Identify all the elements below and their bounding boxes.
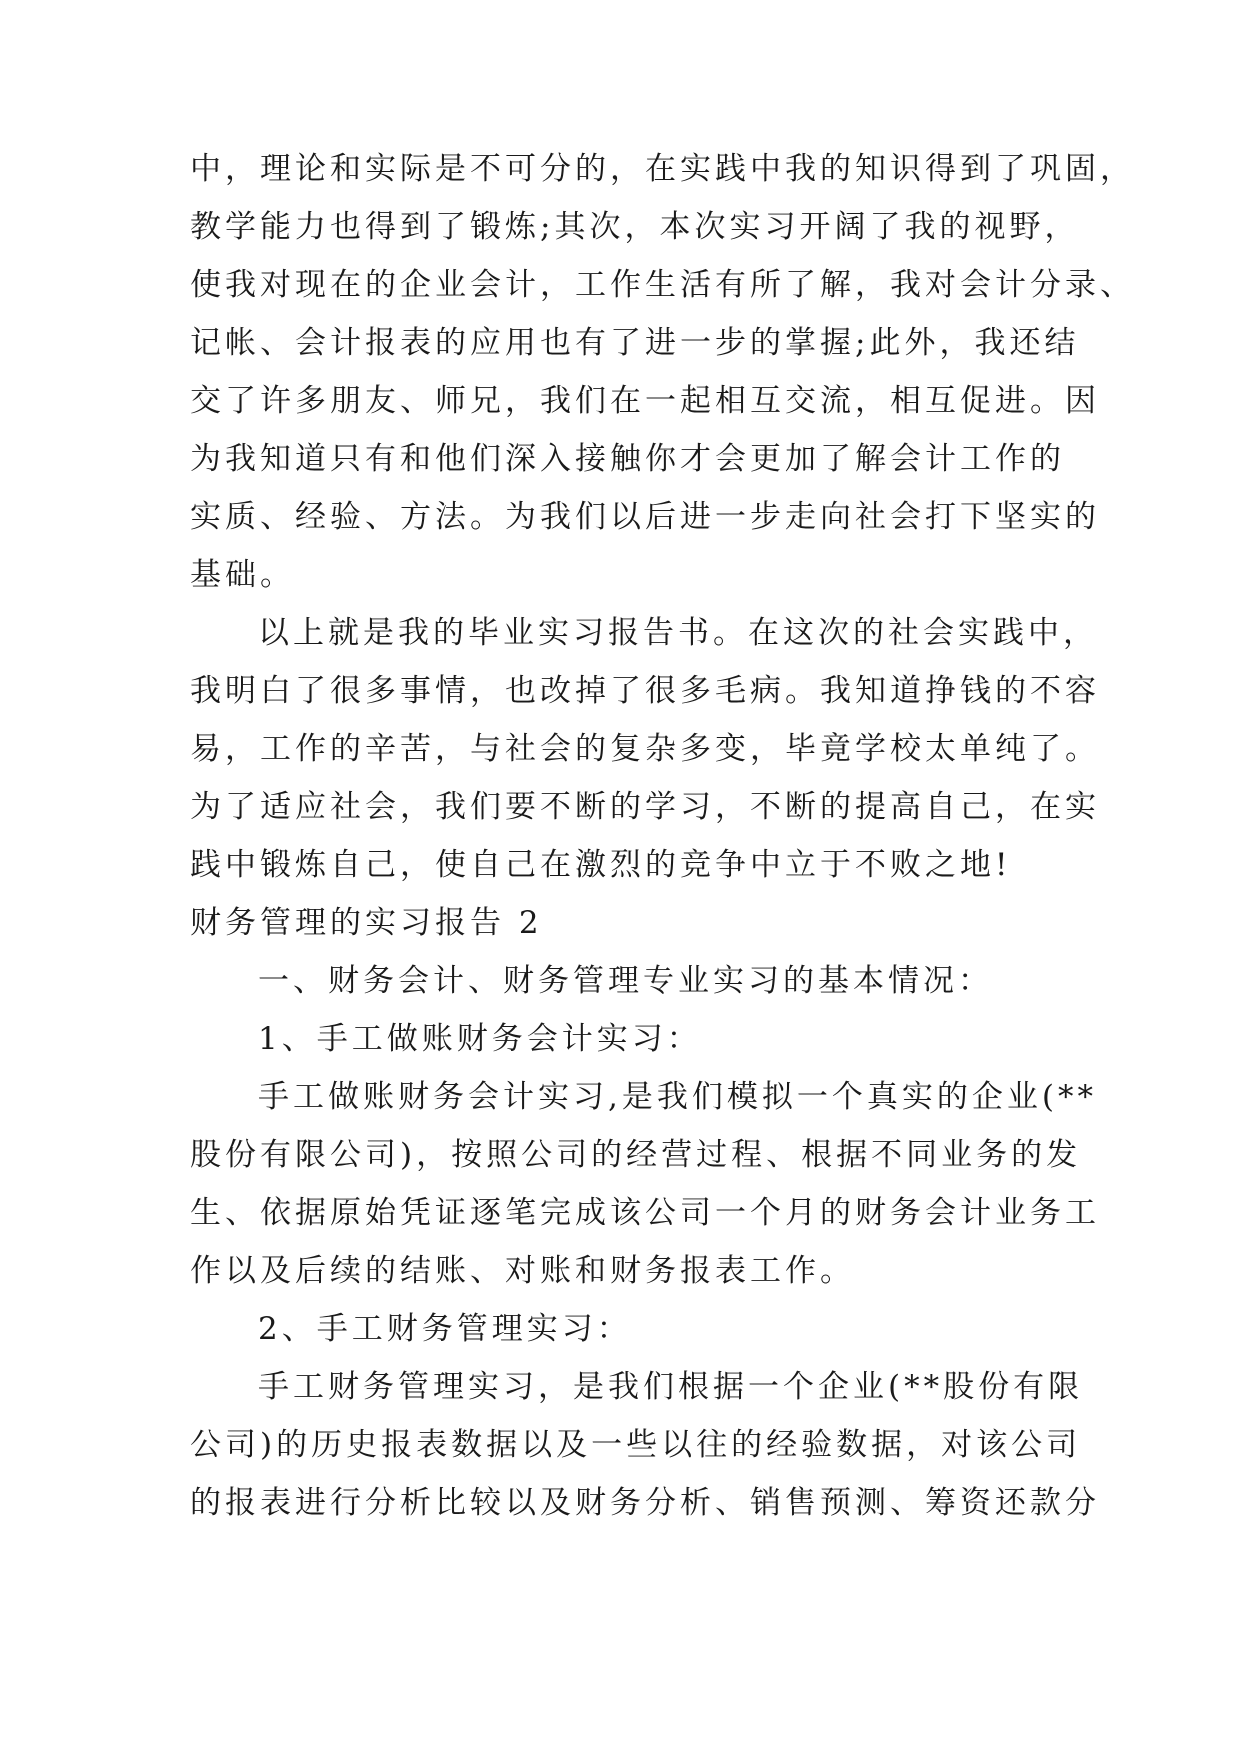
text-line: 记帐、会计报表的应用也有了进一步的掌握;此外，我还结 [190,325,1080,361]
text-line: 作以及后续的结账、对账和财务报表工作。 [190,1253,855,1289]
text-line: 的报表进行分析比较以及财务分析、销售预测、筹资还款分 [190,1485,1100,1521]
subsection-heading: 1、手工做账财务会计实习： [258,1021,702,1057]
paragraph-first-line: 以上就是我的毕业实习报告书。在这次的社会实践中， [258,615,1098,651]
text-line: 为我知道只有和他们深入接触你才会更加了解会计工作的 [190,441,1065,477]
text-line: 公司)的历史报表数据以及一些以往的经验数据，对该公司 [190,1427,1082,1463]
text-line: 基础。 [190,557,295,593]
text-line: 我明白了很多事情，也改掉了很多毛病。我知道挣钱的不容 [190,673,1100,709]
text-line: 为了适应社会，我们要不断的学习，不断的提高自己，在实 [190,789,1100,825]
text-line: 使我对现在的企业会计，工作生活有所了解，我对会计分录、 [190,267,1135,303]
subsection-heading: 一、财务会计、财务管理专业实习的基本情况： [258,963,993,999]
section-heading: 财务管理的实习报告 2 [190,905,543,941]
paragraph-first-line: 手工财务管理实习，是我们根据一个企业(**股份有限 [258,1369,1084,1405]
subsection-heading: 2、手工财务管理实习： [258,1311,632,1347]
text-line: 中，理论和实际是不可分的，在实践中我的知识得到了巩固， [190,151,1135,187]
text-line: 实质、经验、方法。为我们以后进一步走向社会打下坚实的 [190,499,1100,535]
text-line: 生、依据原始凭证逐笔完成该公司一个月的财务会计业务工 [190,1195,1100,1231]
text-line: 教学能力也得到了锻炼;其次，本次实习开阔了我的视野， [190,209,1080,245]
text-line: 股份有限公司)，按照公司的经营过程、根据不同业务的发 [190,1137,1082,1173]
paragraph-first-line: 手工做账财务会计实习,是我们模拟一个真实的企业(** [258,1079,1097,1115]
text-line: 交了许多朋友、师兄，我们在一起相互交流，相互促进。因 [190,383,1100,419]
text-line: 践中锻炼自己，使自己在激烈的竞争中立于不败之地! [190,847,1012,883]
text-line: 易，工作的辛苦，与社会的复杂多变，毕竟学校太单纯了。 [190,731,1100,767]
